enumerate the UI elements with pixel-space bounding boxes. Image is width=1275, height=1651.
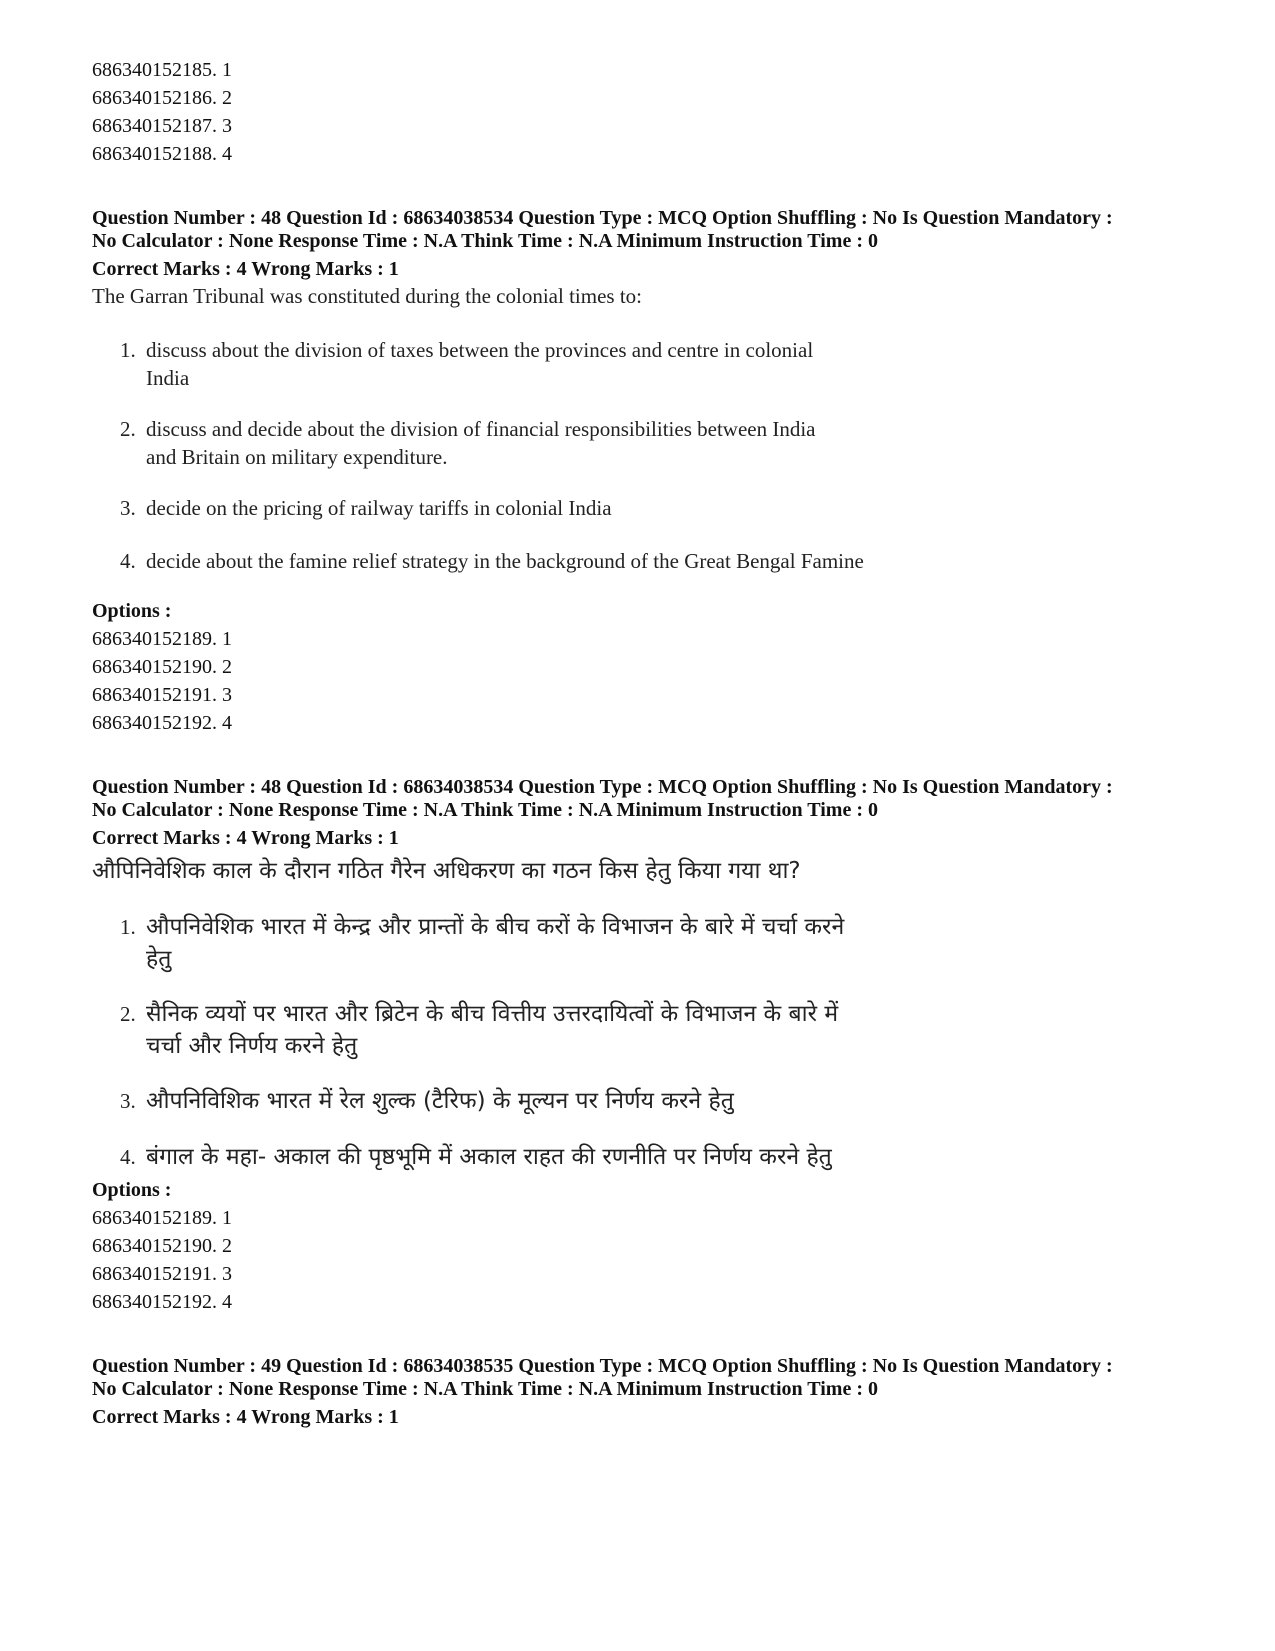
answer-choice (120, 911, 880, 975)
choice-number: 3. (120, 496, 136, 520)
answer-choice (120, 494, 880, 522)
option-id-line: 686340152191. 3 (92, 684, 232, 706)
choice-text: decide about the famine relief strategy in the background of the Great Bengal Famine (146, 549, 864, 573)
question-marks: Correct Marks : 4 Wrong Marks : 1 (92, 258, 399, 280)
option-id-line: 686340152192. 4 (92, 712, 232, 734)
option-id-line: 686340152187. 3 (92, 115, 232, 137)
option-id-line: 686340152186. 2 (92, 87, 232, 109)
option-id-line: 686340152185. 1 (92, 59, 232, 81)
option-id-line: 686340152190. 2 (92, 656, 232, 678)
choice-text: बंगाल के महा- अकाल की पृष्ठभूमि में अकाल राहत की रणनीति पर निर्णय करने हेतु (146, 1144, 832, 1170)
choice-number: 2. (120, 417, 136, 441)
choice-number: 1. (120, 338, 136, 362)
answer-choice (120, 336, 880, 392)
question-text: औपिनिवेशिक काल के दौरान गठित गैरेन अधिकरण का गठन किस हेतु किया गया था? (92, 858, 801, 884)
option-id-line: 686340152191. 3 (92, 1263, 232, 1285)
answer-choice (120, 415, 880, 471)
choice-text: discuss about the division of taxes between the provinces and centre in colonial India (146, 338, 814, 390)
choice-number: 3. (120, 1089, 136, 1113)
choice-number: 4. (120, 549, 136, 573)
option-id-line: 686340152189. 1 (92, 1207, 232, 1229)
choice-number: 1. (120, 915, 136, 939)
choice-text: decide on the pricing of railway tariffs in colonial India (146, 496, 612, 520)
choice-text: सैनिक व्ययों पर भारत और ब्रिटेन के बीच वित्तीय उत्तरदायित्वों के विभाजन के बारे में चर्चा और निर्णय करने हेतु (146, 1001, 839, 1059)
choice-text: औपनिविशिक भारत में रेल शुल्क (टैरिफ) के मूल्यन पर निर्णय करने हेतु (146, 1088, 734, 1114)
question-meta-line-1: Question Number : 48 Question Id : 68634038534 Question Type : MCQ Option Shuffling : No Is Question Mandatory : (92, 207, 1113, 229)
options-label: Options : (92, 600, 172, 622)
answer-choice (120, 547, 880, 575)
answer-choice (120, 1141, 880, 1173)
option-id-line: 686340152192. 4 (92, 1291, 232, 1313)
question-meta-line-2: No Calculator : None Response Time : N.A Think Time : N.A Minimum Instruction Time : 0 (92, 1378, 878, 1400)
question-meta-line-2: No Calculator : None Response Time : N.A Think Time : N.A Minimum Instruction Time : 0 (92, 799, 878, 821)
choice-text: औपनिवेशिक भारत में केन्द्र और प्रान्तों के बीच करों के विभाजन के बारे में चर्चा करने हेतु (146, 914, 845, 972)
question-meta-line-2: No Calculator : None Response Time : N.A Think Time : N.A Minimum Instruction Time : 0 (92, 230, 878, 252)
options-label: Options : (92, 1179, 172, 1201)
option-id-line: 686340152189. 1 (92, 628, 232, 650)
answer-choice (120, 998, 880, 1062)
question-marks: Correct Marks : 4 Wrong Marks : 1 (92, 1406, 399, 1428)
choice-number: 4. (120, 1145, 136, 1169)
option-id-line: 686340152188. 4 (92, 143, 232, 165)
answer-choice (120, 1085, 880, 1117)
question-marks: Correct Marks : 4 Wrong Marks : 1 (92, 827, 399, 849)
option-id-line: 686340152190. 2 (92, 1235, 232, 1257)
choice-text: discuss and decide about the division of financial responsibilities between India and Britain on military expenditure. (146, 417, 816, 469)
question-meta-line-1: Question Number : 49 Question Id : 68634038535 Question Type : MCQ Option Shuffling : No Is Question Mandatory : (92, 1355, 1113, 1377)
choice-number: 2. (120, 1002, 136, 1026)
question-text: The Garran Tribunal was constituted during the colonial times to: (92, 284, 642, 308)
question-meta-line-1: Question Number : 48 Question Id : 68634038534 Question Type : MCQ Option Shuffling : No Is Question Mandatory : (92, 776, 1113, 798)
